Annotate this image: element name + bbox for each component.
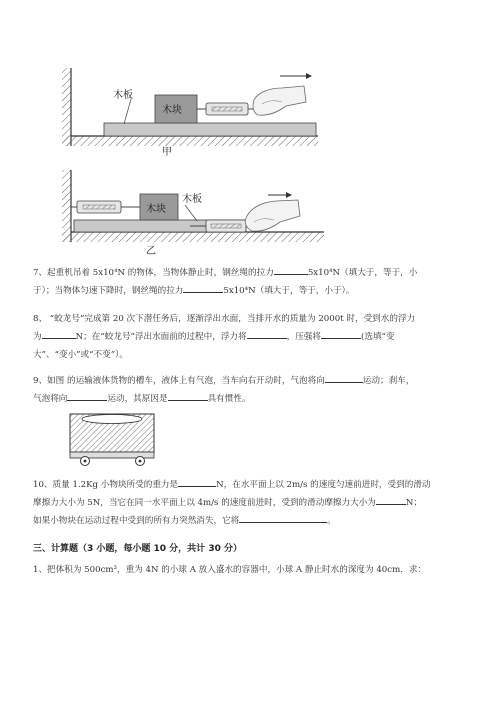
question-11: 1、把体积为 500cm³，重为 4N 的小球 A 放入盛水的容器中，小球 A 静止时水的深度为 40cm．求： [33, 565, 427, 575]
figure-caption: 甲 [162, 147, 172, 158]
hand-jia [253, 86, 306, 115]
figure-yi [62, 170, 324, 257]
board-label: 木板 [182, 194, 202, 205]
ground-hatch [62, 136, 318, 146]
wheel-hub [84, 460, 87, 463]
scale-spring [211, 224, 241, 228]
board [104, 123, 316, 136]
board-pointer [185, 205, 197, 221]
section-heading: 三、计算题（3 小题，每小题 10 分，共计 30 分） [33, 544, 242, 554]
figure-jia [62, 68, 318, 158]
hand-yi [245, 200, 300, 231]
question-8: 8、 “蛟龙号”完成第 20 次下潜任务后，逐渐浮出水面，当排开水的质量为 2000t 时，受到水的浮力 为 N；在“蛟龙号”浮出水面前的过程中，浮力将 ，压强将 (选填“变 大”、“变小”或“不变”）。 [33, 314, 416, 360]
block-label: 木块 [146, 204, 166, 215]
answer-blank[interactable] [376, 494, 406, 505]
wall-hatch [62, 170, 71, 242]
ground-hatch [62, 232, 324, 242]
question-10: 10、质量 1.2Kg 小物块所受的重力是 N，在水平面上以 2m/s 的速度匀速前进时，受到的滑动 摩擦力大小为 5N，当它在同一水平面上以 4m/s 的速度前进时，受到的滑动摩擦力大小为 N； 如果小物块在运动过程中受到的所有力突然消失，它将 。 [33, 476, 473, 530]
arrow-icon [306, 73, 312, 79]
answer-blank[interactable] [183, 282, 223, 293]
answer-blank[interactable] [247, 328, 287, 339]
figure-caption: 乙 [146, 246, 156, 257]
answer-blank[interactable] [178, 476, 216, 487]
answer-blank[interactable] [67, 390, 107, 401]
answer-blank[interactable] [239, 512, 327, 523]
wall-hatch [62, 68, 71, 146]
board-label: 木板 [113, 90, 133, 101]
answer-blank[interactable] [325, 372, 363, 383]
board-pointer [124, 99, 131, 124]
arrow-icon [286, 192, 292, 198]
answer-blank[interactable] [274, 264, 308, 275]
answer-blank[interactable] [42, 328, 76, 339]
wheel-hub [139, 460, 142, 463]
scale-spring [212, 107, 242, 111]
air-bubble [82, 415, 142, 424]
question-9: 9、如图 的运输液体货物的槽车，液体上有气泡，当车向右开动时，气泡将向 运动；刹车， 气泡将向 运动，其原因是 具有惯性。 [33, 372, 473, 408]
question-7: 7、起重机吊着 5x10⁴N 的物体，当物体静止时，钢丝绳的拉力 5x10⁴N（填大于，等于，小 于）；当物体匀速下降时，钢丝绳的拉力 5x10⁴N（填大于，等于，小于）。 [33, 264, 473, 300]
scale-spring [83, 205, 115, 209]
answer-blank[interactable] [168, 390, 208, 401]
tank-truck-figure [70, 414, 154, 466]
answer-blank[interactable] [321, 328, 361, 339]
block-label: 木块 [162, 105, 182, 116]
